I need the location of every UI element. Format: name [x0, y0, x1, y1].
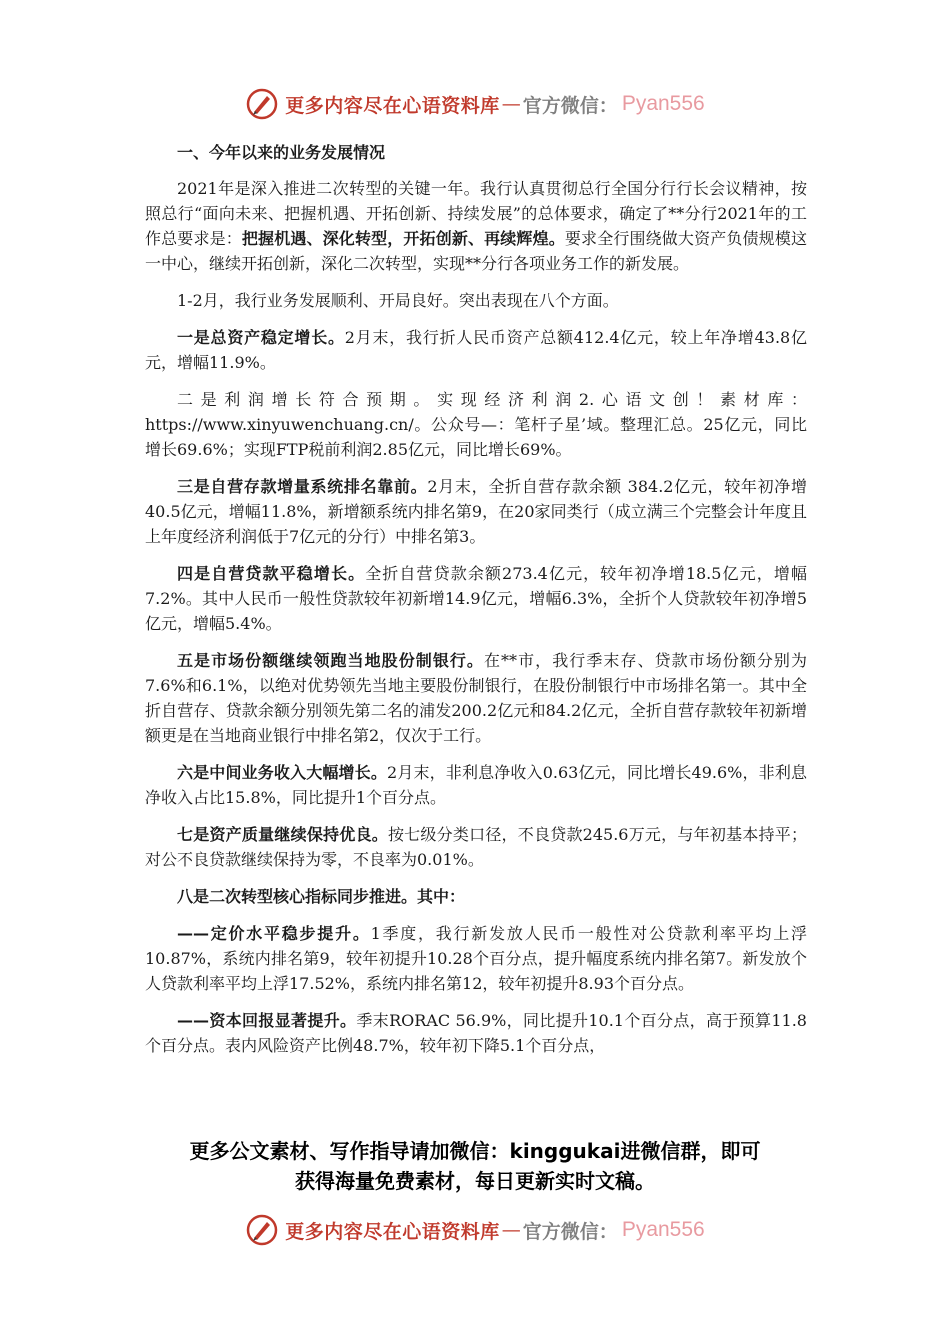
banner-wechat-id: Pyan556	[621, 1218, 705, 1241]
point-body: 在**市，我行季末存、贷款市场份额分别为7.6%和6.1%，以绝对优势领先当地主要股份制银行，在股份制银行中市场排名第一。其中全折自营存、贷款余额分别领先第二名的浦发200.2亿元和84.2亿元，全折自营存款较年初新增额更是在当地商业银行中排名第2，仅次于工行。	[145, 651, 807, 745]
summary-paragraph: 1-2月，我行业务发展顺利、开局良好。突出表现在八个方面。	[177, 291, 619, 310]
point-paragraph	[145, 822, 807, 872]
point-title: 六是中间业务收入大幅增长。	[177, 763, 387, 782]
banner-wechat-id: Pyan556	[621, 92, 705, 115]
header-banner	[0, 82, 950, 126]
promo-line-1: 更多公文素材、写作指导请加微信：kinggukai进微信群，即可	[189, 1139, 761, 1163]
point-paragraph	[145, 387, 807, 462]
point-title: ——资本回报显著提升。	[177, 1011, 357, 1030]
pen-logo-icon	[245, 1213, 279, 1247]
banner-wechat-label: 官方微信：	[522, 1220, 618, 1243]
point-paragraph	[145, 921, 807, 996]
point-body: 2月末，我行折人民币资产总额412.4亿元，较上年净增43.8亿元，增幅11.9%。	[145, 328, 807, 372]
point-title: 三是自营存款增量系统排名靠前。	[177, 477, 428, 496]
point-paragraph	[145, 325, 807, 375]
point-paragraph	[145, 760, 807, 810]
section-heading: 一、今年以来的业务发展情况	[177, 143, 386, 162]
intro-text-after: 要求全行围绕做大资产负债规模这一中心，继续开拓创新，深化二次转型，实现**分行各项业务工作的新发展。	[145, 229, 807, 273]
point-body: 全折自营贷款余额273.4亿元，较年初净增18.5亿元，增幅7.2%。其中人民币一般性贷款较年初新增14.9亿元，增幅6.3%，全折个人贷款较年初净增5亿元，增幅5.4%。	[145, 564, 807, 633]
point-paragraph	[145, 648, 807, 748]
point-title: 一是总资产稳定增长。	[177, 328, 345, 347]
point-paragraph	[145, 561, 807, 636]
point-body: 2月末，非利息净收入0.63亿元，同比增长49.6%，非利息净收入占比15.8%，同比提升1个百分点。	[145, 763, 807, 807]
point-body: 按七级分类口径，不良贷款245.6万元，与年初基本持平；对公不良贷款继续保持为零，不良率为0.01%。	[145, 825, 807, 869]
banner-wechat-label: 官方微信：	[522, 94, 618, 117]
point-paragraph	[145, 474, 807, 549]
point-paragraph	[145, 1008, 807, 1058]
point-body: 二是利润增长符合预期。实现经济利润2.心语文创！素材库：https://www.xinyuwenchuang.cn/。公众号—：笔杆子星’域。整理汇总。25亿元，同比增长69.6%；实现FTP税前利润2.85亿元，同比增长69%。	[145, 390, 807, 459]
intro-text: 2021年是深入推进二次转型的关键一年。我行认真贯彻总行全国分行行长会议精神，按照总行“面向未来、把握机遇、开拓创新、持续发展”的总体要求，确定了**分行2021年的工作总要求是：	[145, 179, 807, 248]
banner-separator: —	[501, 1219, 521, 1241]
point-title: 七是资产质量继续保持优良。	[177, 825, 388, 844]
point-title: 四是自营贷款平稳增长。	[177, 564, 366, 583]
promo-line-2: 获得海量免费素材，每日更新实时文稿。	[295, 1169, 655, 1193]
point-title: 五是市场份额继续领跑当地股份制银行。	[177, 651, 484, 670]
point-body: 季末RORAC 56.9%，同比提升10.1个百分点，高于预算11.8个百分点。表内风险资产比例48.7%，较年初下降5.1个百分点，	[145, 1011, 807, 1055]
banner-text: 更多内容尽在心语资料库	[285, 94, 500, 117]
point-paragraph	[145, 884, 807, 909]
point-body: 1季度，我行新发放人民币一般性对公贷款利率平均上浮10.87%，系统内排名第9，较年初提升10.28个百分点，提升幅度系统内排名第7。新发放个人贷款利率平均上浮17.52%，系统内排名第12，较年初提升8.93个百分点。	[145, 924, 807, 993]
promo-notice	[100, 1136, 850, 1196]
point-title: ——定价水平稳步提升。	[177, 924, 371, 943]
point-body: 2月末，全折自营存款余额 384.2亿元，较年初净增40.5亿元，增幅11.8%，新增额系统内排名第9，在20家同类行（成立满三个完整会计年度且上年度经济利润低于7亿元的分行）中排名第3。	[145, 477, 807, 546]
intro-paragraph	[145, 176, 807, 276]
footer-banner	[0, 1208, 950, 1252]
point-title: 八是二次转型核心指标同步推进。其中：	[177, 887, 466, 906]
intro-bold: 把握机遇、深化转型，开拓创新、再续辉煌。	[241, 229, 565, 248]
banner-separator: —	[501, 93, 521, 115]
banner-text: 更多内容尽在心语资料库	[285, 1220, 500, 1243]
pen-logo-icon	[245, 87, 279, 121]
document-body	[145, 138, 807, 1070]
